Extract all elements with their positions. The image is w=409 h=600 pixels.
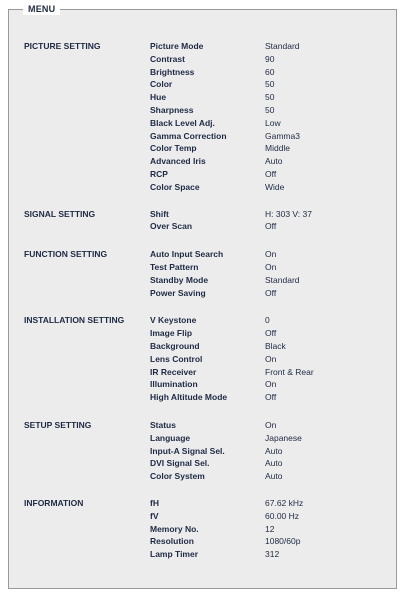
setting-rows [150,40,396,194]
setting-value: 60.00 Hz [265,510,300,521]
setting-value: Auto [265,445,283,456]
setting-value: Standard [265,41,300,51]
setting-label: High Altitude Mode [150,392,228,403]
setting-label: fH [150,497,159,508]
setting-label: Advanced Iris [150,156,206,167]
setting-row [150,353,396,366]
setting-label: Color Space [150,181,200,192]
setting-row [150,208,396,221]
setting-row [150,510,396,523]
setting-label: Sharpness [150,104,194,115]
setting-label: Brightness [150,66,195,77]
setting-label: Resolution [150,536,194,547]
section-function-setting [9,248,396,299]
setting-value: Off [265,221,277,232]
setting-row [150,53,396,66]
setting-label: Background [150,340,200,351]
setting-row [150,327,396,340]
setting-value: 0 [265,315,270,326]
setting-label: Test Pattern [150,261,199,272]
setting-row [150,378,396,391]
setting-row [150,117,396,130]
section-title: INFORMATION [24,497,84,508]
setting-row [150,274,396,287]
setting-value: Wide [265,181,285,192]
setting-row [150,66,396,79]
setting-value: H: 303 V: 37 [265,208,312,219]
setting-row [150,130,396,143]
setting-value: Off [265,392,277,403]
setting-label: Contrast [150,53,185,64]
section-installation-setting [9,314,396,404]
setting-value: 50 [265,104,275,115]
setting-row [150,220,396,233]
setting-label: Status [150,419,176,430]
setting-label: Color System [150,471,205,482]
setting-row [150,445,396,458]
setting-label: Lens Control [150,353,203,364]
setting-label: Hue [150,92,167,103]
setting-label: Language [150,432,191,443]
section-picture-setting [9,40,396,194]
setting-value: Front & Rear [265,366,314,377]
setting-row [150,287,396,300]
setting-label: fV [150,510,159,521]
setting-label: Illumination [150,379,198,390]
setting-row [150,142,396,155]
section-title: PICTURE SETTING [24,41,101,51]
setting-rows [150,208,396,234]
menu-title: MENU [23,3,60,15]
setting-rows [150,248,396,299]
section-signal-setting [9,208,396,234]
setting-label: Over Scan [150,221,193,232]
setting-row [150,470,396,483]
setting-rows [150,314,396,404]
setting-row [150,78,396,91]
section-title: SETUP SETTING [24,419,92,430]
setting-value: 12 [265,523,275,534]
setting-label: Memory No. [150,523,199,534]
setting-label: Lamp Timer [150,549,199,560]
setting-label: Gamma Correction [150,130,227,141]
setting-row [150,391,396,404]
setting-value: Auto [265,458,283,469]
menu-sections [9,26,396,561]
menu-panel [8,4,397,589]
setting-row [150,155,396,168]
setting-value: 1080/60p [265,536,301,547]
setting-row [150,457,396,470]
setting-value: 50 [265,92,275,103]
setting-value: 312 [265,549,280,560]
setting-label: Color [150,79,173,90]
setting-value: Off [265,287,277,298]
setting-row [150,104,396,117]
setting-row [150,248,396,261]
setting-label: DVI Signal Sel. [150,458,210,469]
setting-row [150,340,396,353]
setting-value: Off [265,328,277,339]
setting-label: Shift [150,208,169,219]
setting-rows [150,497,396,561]
setting-value: 60 [265,66,275,77]
setting-row [150,314,396,327]
setting-value: Standard [265,274,300,285]
setting-value: Off [265,168,277,179]
section-setup-setting [9,419,396,483]
section-title: SIGNAL SETTING [24,208,96,219]
setting-row [150,523,396,536]
setting-label: RCP [150,168,168,179]
setting-row [150,548,396,561]
setting-label: Auto Input Search [150,249,224,260]
setting-label: Color Temp [150,143,197,154]
setting-row [150,432,396,445]
setting-label: IR Receiver [150,366,197,377]
section-title: INSTALLATION SETTING [24,315,125,326]
setting-row [150,168,396,181]
setting-label: Input-A Signal Sel. [150,445,225,456]
setting-label: Image Flip [150,328,193,339]
setting-label: Standby Mode [150,274,209,285]
setting-value: Middle [265,143,291,154]
setting-value: 90 [265,53,275,64]
section-information [9,497,396,561]
setting-value: On [265,353,277,364]
setting-value: Auto [265,156,283,167]
setting-value: Japanese [265,432,302,443]
setting-row [150,91,396,104]
section-title: FUNCTION SETTING [24,249,108,260]
setting-label: Picture Mode [150,41,204,51]
setting-row [150,40,396,53]
setting-row [150,261,396,274]
setting-value: 67.62 kHz [265,497,304,508]
setting-value: On [265,419,277,430]
setting-value: On [265,249,277,260]
setting-value: Auto [265,471,283,482]
setting-value: On [265,379,277,390]
setting-value: 50 [265,79,275,90]
setting-row [150,419,396,432]
setting-label: Black Level Adj. [150,117,215,128]
setting-rows [150,419,396,483]
setting-row [150,535,396,548]
setting-label: Power Saving [150,287,206,298]
setting-value: Gamma3 [265,130,300,141]
setting-row [150,497,396,510]
setting-value: On [265,261,277,272]
setting-label: V Keystone [150,315,197,326]
setting-row [150,181,396,194]
setting-row [150,366,396,379]
setting-value: Black [265,340,286,351]
setting-value: Low [265,117,281,128]
